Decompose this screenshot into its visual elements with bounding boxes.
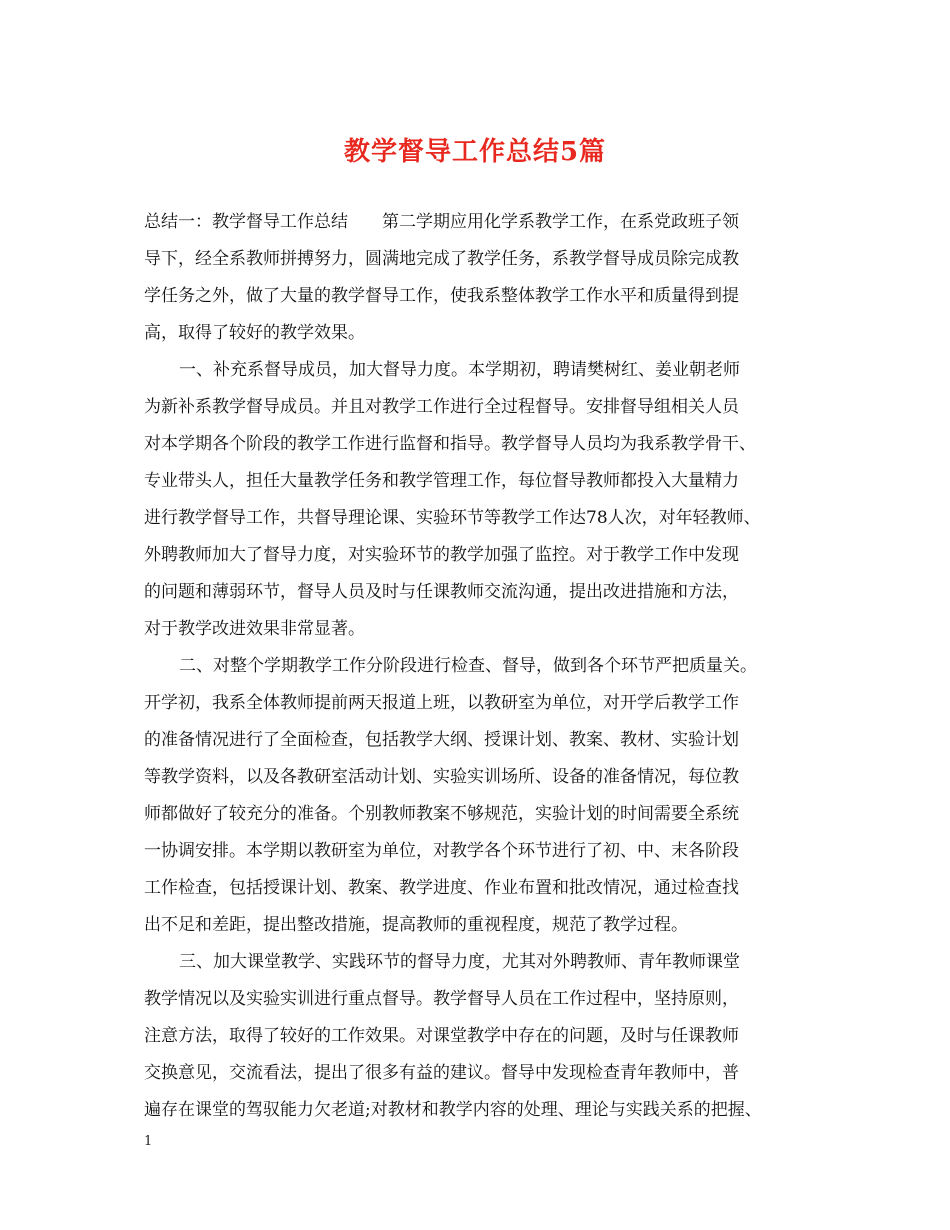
body-line: 高，取得了较好的教学效果。	[144, 323, 365, 343]
body-line: 等教学资料，以及各教研室活动计划、实验实训场所、设备的准备情况，每位教	[144, 767, 739, 787]
body-line: 注意方法，取得了较好的工作效果。对课堂教学中存在的问题，及时与任课教师	[144, 1026, 739, 1046]
body-line: 师都做好了较充分的准备。个别教师教案不够规范，实验计划的时间需要全系统	[144, 804, 739, 824]
body-line: 总结一：教学督导工作总结 第二学期应用化学系教学工作，在系党政班子领	[144, 212, 739, 232]
body-line: 对本学期各个阶段的教学工作进行监督和指导。教学督导人员均为我系教学骨干、	[144, 434, 756, 454]
body-line: 对于教学改进效果非常显著。	[144, 619, 365, 639]
body-line: 交换意见，交流看法，提出了很多有益的建议。督导中发现检查青年教师中，普	[144, 1063, 739, 1083]
document-title: 教学督导工作总结5篇	[343, 137, 607, 167]
body-line: 教学情况以及实验实训进行重点督导。教学督导人员在工作过程中，坚持原则，	[144, 989, 739, 1009]
body-line: 三、加大课堂教学、实践环节的督导力度，尤其对外聘教师、青年教师课堂	[179, 952, 740, 972]
body-line: 一、补充系督导成员，加大督导力度。本学期初，聘请樊树红、姜业朝老师	[179, 360, 740, 380]
body-line: 为新补系教学督导成员。并且对教学工作进行全过程督导。安排督导组相关人员	[144, 397, 739, 417]
document-body	[144, 204, 814, 1129]
body-line: 工作检查，包括授课计划、教案、教学进度、作业布置和批改情况，通过检查找	[144, 878, 739, 898]
body-line: 的准备情况进行了全面检查，包括教学大纲、授课计划、教案、教材、实验计划	[144, 730, 739, 750]
body-line: 专业带头人，担任大量教学任务和教学管理工作，每位督导教师都投入大量精力	[144, 471, 739, 491]
body-line: 外聘教师加大了督导力度，对实验环节的教学加强了监控。对于教学工作中发现	[144, 545, 739, 565]
body-line: 进行教学督导工作，共督导理论课、实验环节等教学工作达78人次，对年轻教师、	[144, 508, 761, 528]
body-line: 遍存在课堂的驾驭能力欠老道;对教材和教学内容的处理、理论与实践关系的把握、	[144, 1100, 762, 1120]
body-line: 导下，经全系教师拼搏努力，圆满地完成了教学任务，系教学督导成员除完成教	[144, 249, 739, 269]
body-line: 开学初，我系全体教师提前两天报道上班，以教研室为单位，对开学后教学工作	[144, 693, 739, 713]
page-number: 1	[144, 1134, 153, 1149]
body-line: 学任务之外，做了大量的教学督导工作，使我系整体教学工作水平和质量得到提	[144, 286, 739, 306]
body-line: 的问题和薄弱环节，督导人员及时与任课教师交流沟通，提出改进措施和方法，	[144, 582, 739, 602]
body-line: 二、对整个学期教学工作分阶段进行检查、督导，做到各个环节严把质量关。	[179, 656, 757, 676]
body-line: 出不足和差距，提出整改措施，提高教师的重视程度，规范了教学过程。	[144, 915, 688, 935]
body-line: 一协调安排。本学期以教研室为单位，对教学各个环节进行了初、中、末各阶段	[144, 841, 739, 861]
